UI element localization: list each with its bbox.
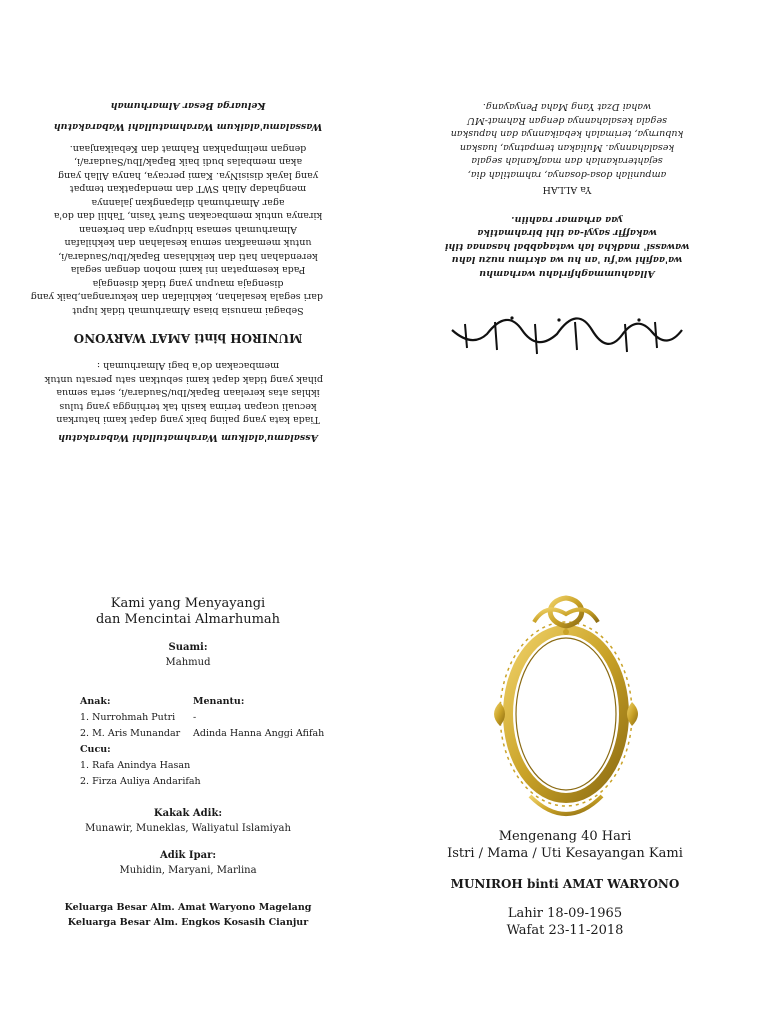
ya-allah: Ya ALLAH <box>542 184 592 196</box>
intro-line: Tiada kata yang paling baik yang dapat kami haturkan <box>56 414 320 426</box>
cucu-name: 1. Rafa Anindya Hasan <box>80 760 191 771</box>
body-line: Pada kesempatan ini kami mohon dengan segala <box>70 264 306 276</box>
dua-line: wawassi' madkha lah wataqabbal hasanaa tihi <box>444 241 690 252</box>
intro-line: pihak yang tidak dapat kami sebutkan satu persatu untuk <box>44 374 323 385</box>
cucu-label: Cucu: <box>80 744 111 755</box>
memorial-line: Mengenang 40 Hari <box>498 829 632 844</box>
anak-label: Anak: <box>80 696 111 707</box>
arabic-calligraphy <box>442 308 692 360</box>
menantu-label: Menantu: <box>193 696 245 707</box>
body-line: menghadap Allah SWT dan mendapatkan tempat <box>69 183 307 195</box>
heading-line: Kami yang Menyayangi <box>110 596 266 611</box>
deceased-name: MUNIROH binti AMAT WARYONO <box>73 331 303 345</box>
dua-line: wa'aafihi wa'fu 'an hu wa akrimu nuzu lahu <box>451 254 683 266</box>
dua-line: wakaffir sayyi-aa tihi birahmatika <box>477 227 657 239</box>
body-line: yang layak disisiNya. Kami percaya, hanya Allah yang <box>57 170 319 181</box>
calligraphy-icon <box>447 312 687 360</box>
relatives-panel <box>58 808 318 930</box>
body-line: kerendahan hati dan keikhlasan Bapak/Ibu/Saudara/i, <box>58 251 318 262</box>
family-line: Keluarga Besar Alm. Engkos Kosasih Cianjur <box>67 917 309 928</box>
translation-line: kuburnya, terimalah kebaikannya dan hapuskan <box>450 128 684 140</box>
memorial-panel <box>420 828 710 939</box>
anak-name: 1. Nurrohmah Putri <box>80 712 176 723</box>
family-line: Keluarga Besar Alm. Amat Waryono Magelang <box>64 902 312 913</box>
list-item <box>80 710 340 726</box>
list-item <box>80 758 340 774</box>
gold-frame-ornament <box>486 592 646 828</box>
body-line: Almarhumah semasa hidupnya dan berkenan <box>79 224 297 235</box>
menantu-name: Adinda Hanna Anggi Afifah <box>193 728 325 739</box>
death-date: Wafat 23-11-2018 <box>506 923 624 938</box>
family-panel <box>58 596 318 668</box>
list-item <box>80 726 340 742</box>
heading-line: dan Mencintai Almarhumah <box>95 612 281 627</box>
body-line: akan membalas budi baik Bapak/Ibu/Saudara/i, <box>73 156 303 168</box>
translation-line: kesalahannya. Muliakan tempatnya, luaskan <box>459 142 675 153</box>
adik-ipar-label: Adik Ipar: <box>159 850 217 861</box>
body-line: dengan melimpahkan Rahmat dan Kebaikanjaan. <box>69 143 307 154</box>
body-line: kiranya untuk membacakan Surat Yasin, Tahlil dan do'a <box>53 210 323 222</box>
kakak-adik-value: Munawir, Muneklas, Waliyatul Islamiyah <box>85 823 291 834</box>
body-line: disengaja maupun yang tidak disengaja <box>92 278 284 289</box>
greeting: Assalamu'alaikum Warahmatullahi Wabarakatuh <box>58 432 318 443</box>
thanks-panel <box>30 99 323 445</box>
children-grid <box>80 694 340 790</box>
dua-line: Allaahummaghfirlahu warhamhu <box>479 268 655 279</box>
adik-ipar-value: Muhidin, Maryani, Marlina <box>119 865 257 876</box>
menantu-name: - <box>193 712 197 723</box>
closing: Wassalamu'alaikum Warahmatullahi Wabarakatuh <box>53 121 323 133</box>
memorial-line: Istri / Mama / Uti Kesayangan Kami <box>447 846 683 861</box>
intro-line: kecuali ucapan terima kasih tak terhingga yang tulus <box>59 401 317 412</box>
kakak-adik-label: Kakak Adik: <box>153 808 223 819</box>
body-line: agar Almarhumah dilapangkan jalannya <box>91 197 285 208</box>
dua-panel <box>442 100 692 502</box>
cucu-name: 2. Firza Auliya Andarifah <box>80 776 201 787</box>
anak-name: 2. M. Aris Munandar <box>80 728 181 739</box>
suami-label: Suami: <box>168 642 208 653</box>
translation-line: wahai Dzat Yang Maha Penyayang. <box>482 101 652 113</box>
suami-value: Mahmud <box>165 657 211 668</box>
intro-line: membacakan do'a bagi Almarhumah : <box>96 360 280 372</box>
signature: Keluarga Besar Almarhumah <box>110 100 266 111</box>
intro-line: ikhlas atas kerelaan Bapak/Ibu/Saudara/i, serta semua <box>56 387 320 399</box>
body-line: dari segala kesalahan, kekhilafan dan kekurangan,baik yang <box>30 291 323 303</box>
deceased-name: MUNIROH binti AMAT WARYONO <box>450 877 680 891</box>
body-line: untuk memaafkan semua kesalahan dan kekhilafan <box>64 237 312 249</box>
translation-line: ampunilah dosa-dosanya, rahmatilah dia, <box>467 169 667 180</box>
dua-line: yaa arhamar raahiin. <box>511 214 623 225</box>
list-item <box>80 774 340 790</box>
translation-line: sejahterakanlah dan maafkanlah segala <box>471 155 663 167</box>
translation-line: segala kesalahannya dengan Rahmat-MU <box>467 115 667 126</box>
born-date: Lahir 18-09-1965 <box>507 906 623 921</box>
body-line: Sebagai manusia biasa Almarhumah tidak luput <box>72 305 304 316</box>
